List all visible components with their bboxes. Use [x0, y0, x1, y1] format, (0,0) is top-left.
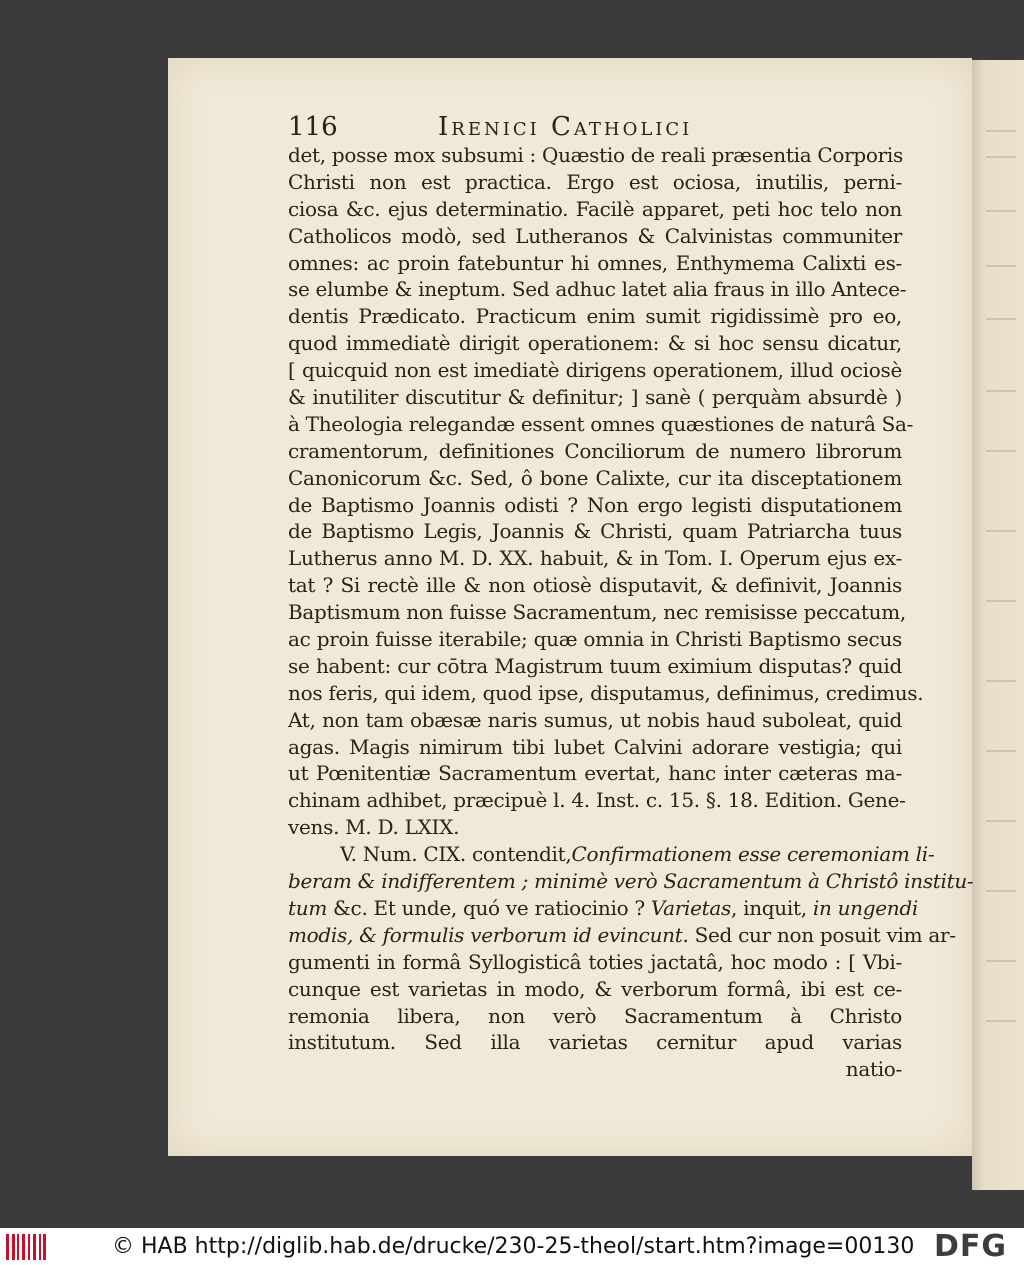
text-line: de Baptismo Legis, Joannis & Christi, quam Patriarcha tuus: [288, 519, 902, 544]
hab-logo-icon: [6, 1234, 46, 1260]
text-line: det, posse mox subsumi : Quæstio de reali præsentia Corporis: [288, 143, 903, 167]
text-line: [ quicquid non est imediatè dirigens operationem, illud ociosè: [288, 358, 902, 383]
text-run: , inquit,: [731, 895, 813, 920]
text-line: dentis Prædicato. Practicum enim sumit rigidissimè pro eo,: [288, 304, 902, 329]
text-line: chinam adhibet, præcipuè l. 4. Inst. c. 15. §. 18. Edition. Gene-: [288, 788, 906, 813]
paragraph-line: [288, 895, 918, 922]
text-line: institutum. Sed illa varietas cernitur apud varias: [288, 1030, 902, 1055]
text-line: se elumbe & ineptum. Sed adhuc latet alia fraus in illo Antece-: [288, 277, 907, 302]
text-line: vens. M. D. LXIX.: [288, 815, 460, 840]
dfg-logo: DFG: [934, 1229, 1008, 1264]
paragraph-line: [288, 841, 935, 868]
text-run: V. Num. CIX. contendit,: [340, 842, 572, 867]
text-run: &c. Et unde, quó ve ratiocinio ?: [326, 895, 651, 920]
paragraph-line: [288, 868, 974, 895]
text-line: à Theologia relegandæ essent omnes quæstiones de naturâ Sa-: [288, 411, 914, 436]
text-line: Lutherus anno M. D. XX. habuit, & in Tom. I. Operum ejus ex-: [288, 546, 902, 571]
text-line: Canonicorum &c. Sed, ô bone Calixte, cur ita disceptationem: [288, 465, 902, 490]
text-line: ac proin fuisse iterabile; quæ omnia in Christi Baptismo secus: [288, 627, 902, 652]
page-header: [288, 112, 902, 142]
next-page-edge: [972, 60, 1024, 1190]
text-line: cunque est varietas in modo, & verborum formâ, ibi est ce-: [288, 976, 902, 1001]
copyright-link[interactable]: © HAB http://diglib.hab.de/drucke/230-25-theol/start.htm?image=00130: [112, 1234, 915, 1259]
italic-run: beram & indifferentem ; minimè verò Sacramentum à Christô institu-: [288, 869, 974, 894]
text-line: nos feris, qui idem, quod ipse, disputamus, definimus, credimus.: [288, 680, 924, 705]
text-line: tat ? Si rectè ille & non otiosè disputavit, & definivit, Joannis: [288, 573, 902, 598]
italic-run: Varietas: [650, 895, 732, 920]
text-line: gumenti in formâ Syllogisticâ toties jactatâ, hoc modo : [ Vbi-: [288, 949, 902, 974]
text-line: At, non tam obæsæ naris sumus, ut nobis haud suboleat, quid: [288, 707, 902, 732]
catchword: natio-: [845, 1057, 902, 1082]
italic-run: in ungendi: [812, 895, 918, 920]
paragraph-line: [288, 922, 956, 949]
text-line: omnes: ac proin fatebuntur hi omnes, Enthymema Calixti es-: [288, 250, 902, 275]
italic-run: modis, & formulis verborum id evincunt.: [288, 922, 689, 947]
running-head: Irenici Catholici: [438, 112, 693, 142]
text-line: ciosa &c. ejus determinatio. Facilè apparet, peti hoc telo non: [288, 196, 902, 221]
italic-run: Confirmationem esse ceremoniam li-: [571, 842, 935, 867]
text-line: agas. Magis nimirum tibi lubet Calvini adorare vestigia; qui: [288, 734, 902, 759]
text-line: Baptismum non fuisse Sacramentum, nec remisisse peccatum,: [288, 600, 906, 625]
text-run: Sed cur non posuit vim ar-: [688, 922, 956, 947]
text-line: & inutiliter discutitur & definitur; ] sanè ( perquàm absurdè ): [288, 385, 902, 410]
text-line: ut Pœnitentiæ Sacramentum evertat, hanc inter cæteras ma-: [288, 761, 902, 786]
text-line: Christi non est practica. Ergo est ociosa, inutilis, perni-: [288, 169, 902, 194]
text-line: remonia libera, non verò Sacramentum à Christo: [288, 1003, 902, 1028]
text-line: de Baptismo Joannis odisti ? Non ergo legisti disputationem: [288, 492, 902, 517]
page-number: 116: [288, 112, 338, 142]
text-line: cramentorum, definitiones Conciliorum de numero librorum: [288, 438, 902, 463]
italic-run: tum: [288, 895, 327, 920]
body-text: [288, 142, 974, 1083]
text-line: se habent: cur cōtra Magistrum tuum eximium disputas? quid: [288, 653, 902, 678]
text-line: quod immediatè dirigit operationem: & si hoc sensu dicatur,: [288, 331, 902, 356]
text-line: Catholicos modò, sed Lutheranos & Calvinistas communiter: [288, 223, 902, 248]
viewer-footer: [0, 1228, 1024, 1265]
